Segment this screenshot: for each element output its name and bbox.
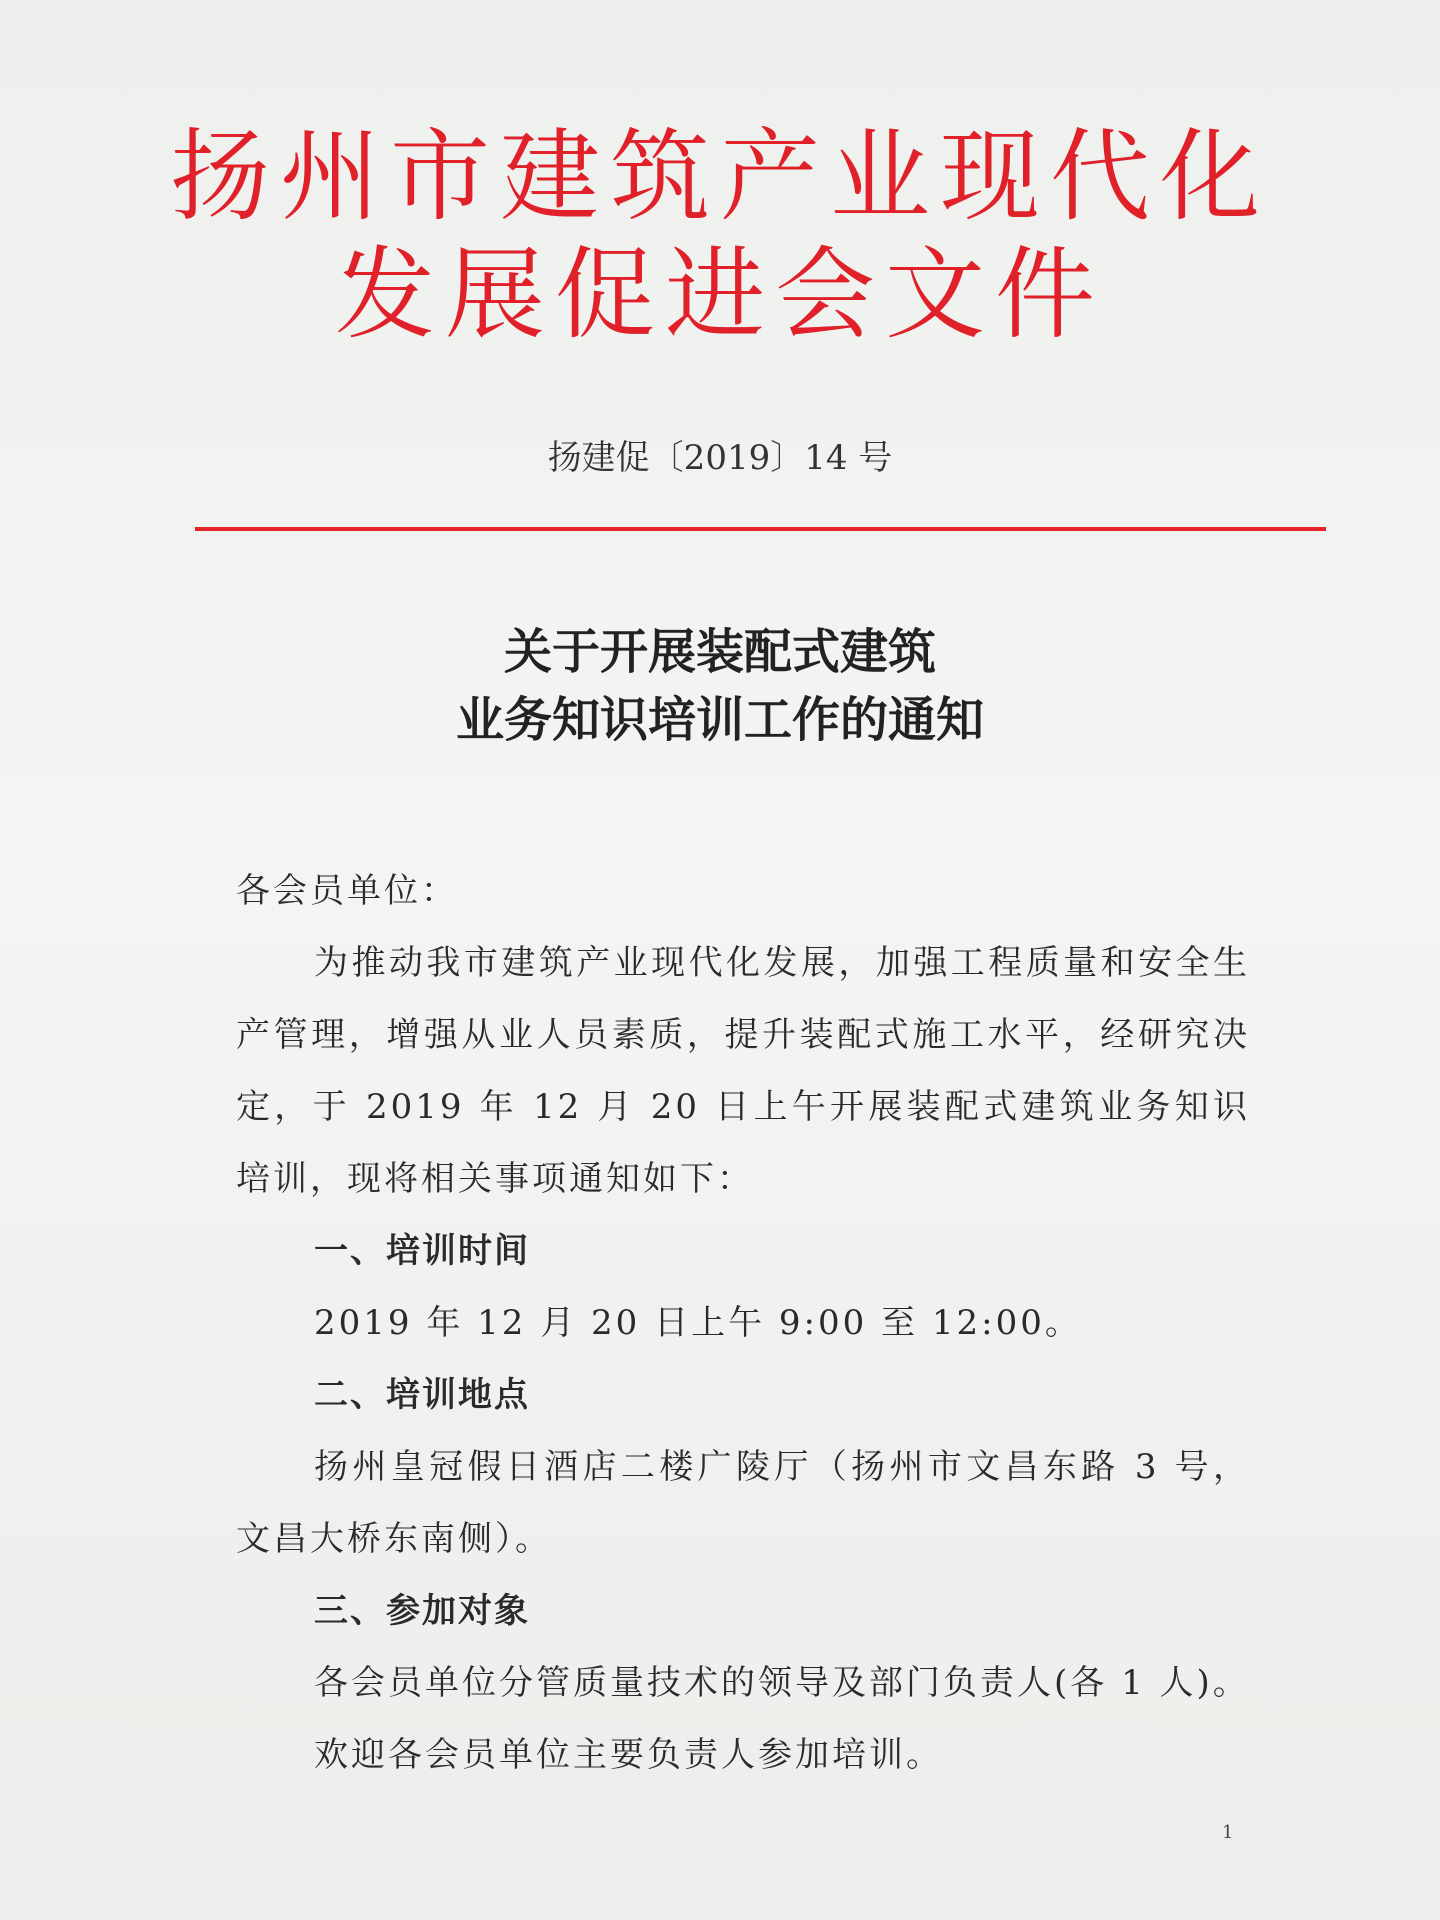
intro-paragraph: 为推动我市建筑产业现代化发展，加强工程质量和安全生产管理，增强从业人员素质，提升装配式施工水平，经研究决定，于 2019 年 12 月 20 日上午开展装配式建筑业务知识培训，现将相关事项通知如下：: [236, 943, 1250, 1199]
section-location-text: 扬州皇冠假日酒店二楼广陵厅（扬州市文昌东路 3 号，文昌大桥东南侧）。: [236, 1447, 1250, 1559]
notice-title: [0, 618, 1440, 754]
salutation: 各会员单位：: [236, 871, 458, 911]
section-time-text: 2019 年 12 月 20 日上午 9:00 至 12:00。: [314, 1303, 1082, 1343]
document-number: 扬建促〔2019〕14 号: [547, 438, 893, 478]
section-participants-text: 各会员单位分管质量技术的领导及部门负责人(各 1 人)。: [314, 1663, 1250, 1703]
issuer-header-line-2: 发展促进会文件: [335, 236, 1105, 353]
section-heading-time: 一、培训时间: [314, 1231, 530, 1271]
notice-title-line-2: 业务知识培训工作的通知: [455, 692, 984, 748]
issuer-header: [0, 118, 1440, 354]
section-heading-location: 二、培训地点: [314, 1375, 530, 1415]
section-heading-participants: 三、参加对象: [314, 1591, 530, 1631]
page-number: 1: [1222, 1822, 1234, 1843]
notice-title-line-1: 关于开展装配式建筑: [503, 624, 936, 680]
notice-body: [236, 855, 1250, 1791]
section-participants-note: 欢迎各会员单位主要负责人参加培训。: [314, 1735, 943, 1775]
red-divider: [195, 527, 1326, 531]
issuer-header-line-1: 扬州市建筑产业现代化: [170, 118, 1270, 235]
